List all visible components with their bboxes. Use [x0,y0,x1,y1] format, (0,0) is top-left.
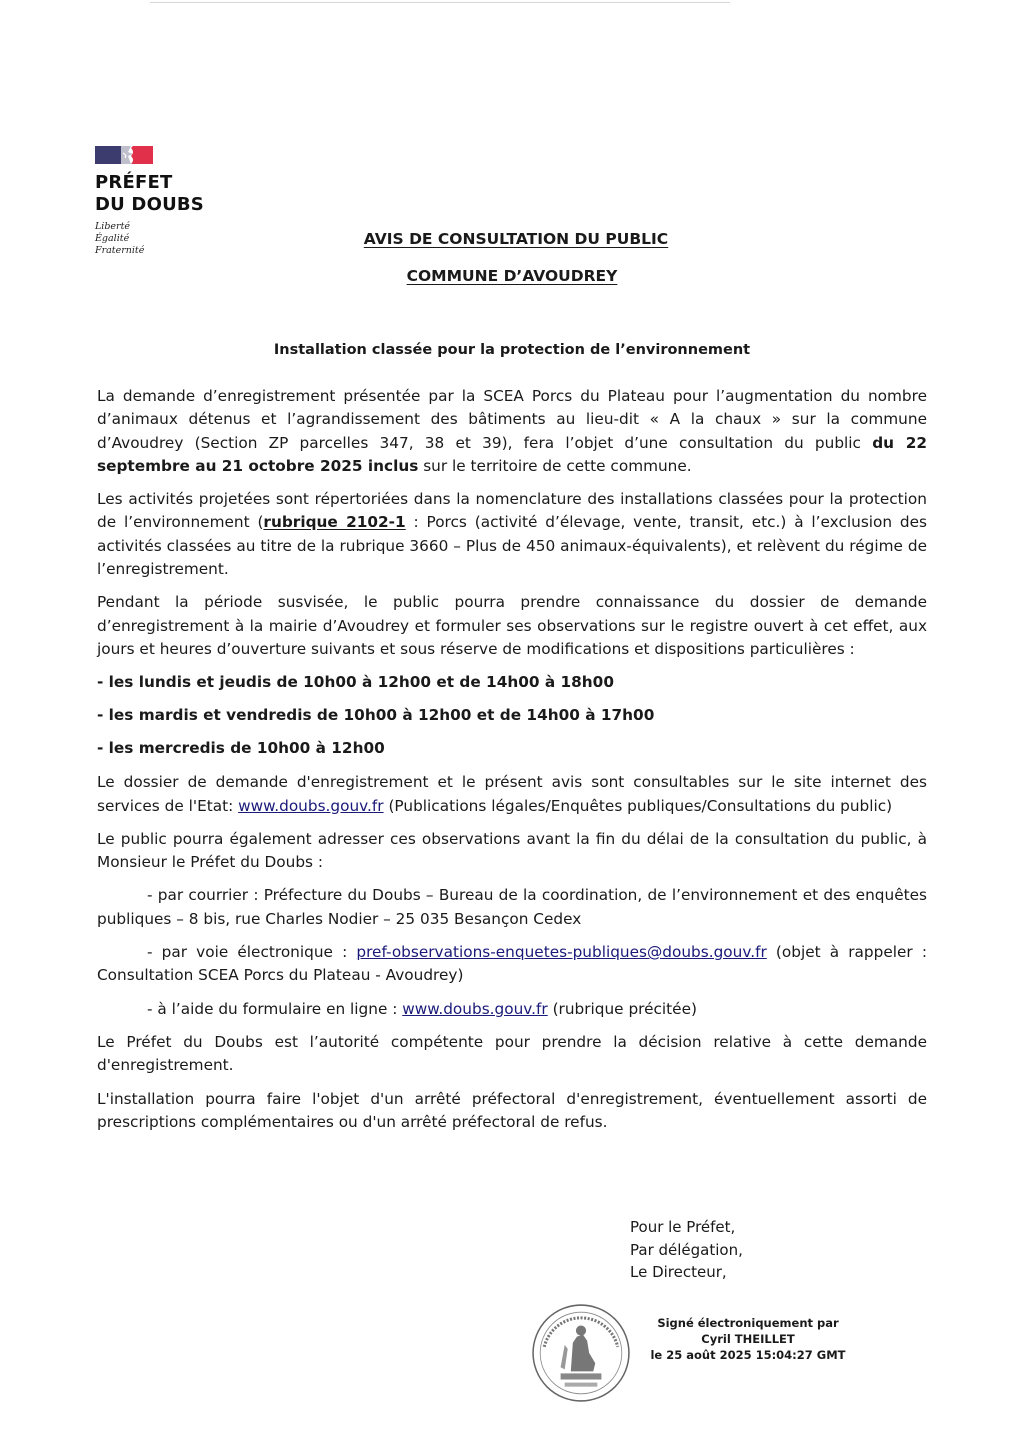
paragraph-activities [97,488,927,581]
schedule-item: - les mercredis de 10h00 à 12h00 [97,739,385,758]
signature-block [630,1216,743,1284]
logo-title-line1: PRÉFET [95,172,173,193]
online-form-link[interactable]: www.doubs.gouv.fr [402,999,548,1018]
official-seal-icon [530,1302,632,1404]
email-link[interactable]: pref-observations-enquetes-publiques@doubs.gouv.fr [356,943,767,962]
schedule-item: - les mardis et vendredis de 10h00 à 12h00 et de 14h00 à 17h00 [97,706,655,725]
paragraph-text: Le dossier de demande d'enregistrement et le présent avis sont consultables sur le site internet des services de l'Etat: [97,773,927,815]
logo-title-line2: DU DOUBS [95,194,204,215]
paragraph-authority: Le Préfet du Doubs est l’autorité compétente pour prendre la décision relative à cette demande d'enregistrement. [97,1032,927,1075]
paragraph-by-mail: - par courrier : Préfecture du Doubs – Bureau de la coordination, de l’environnement et des enquêtes publiques – 8 bis, rue Charles Nodier – 25 035 Besançon Cedex [97,886,927,928]
paragraph-text: - à l’aide du formulaire en ligne : [147,999,403,1018]
paragraph-request [97,385,927,478]
opening-hours [97,671,927,759]
notice-body [97,385,927,1134]
paragraph-text: (rubrique précitée) [547,999,697,1018]
electronic-signature [628,1315,868,1363]
consultation-dates: du 22 septembre au 21 octobre 2025 inclus [97,433,928,475]
paragraph-text: Les activités projetées sont répertoriées dans la nomenclature des installations classées pour la protection de l’environnement ( [97,490,927,532]
esign-line: le 25 août 2025 15:04:27 GMT [650,1348,846,1362]
signature-line: Par délégation, [630,1240,743,1259]
paragraph-online-file [97,771,927,818]
notice-title: AVIS DE CONSULTATION DU PUBLIC [363,230,669,248]
rubrique-reference: rubrique 2102-1 [263,513,406,532]
marianne-icon [95,144,155,166]
paragraph-text: sur le territoire de cette commune. [418,456,692,475]
doubs-website-link[interactable]: www.doubs.gouv.fr [238,796,384,815]
paragraph-online-form [97,998,927,1021]
commune-title: COMMUNE D’AVOUDREY [406,267,618,285]
motto-fraternite: Fraternité [95,245,145,256]
paragraph-text: (objet à rappeler : Consultation SCEA Porcs du Plateau - Avoudrey) [97,943,928,985]
esign-line: Cyril THEILLET [701,1332,795,1346]
paragraph-text: : Porcs (activité d’élevage, vente, transit, etc.) à l’exclusion des activités classées au titre de la rubrique 3660 – Plus de 450 animaux-équivalents), et relèvent du régime de l’enregistrement. [97,513,928,579]
motto-egalite: Égalité [95,233,130,244]
paragraph-observations: Le public pourra également adresser ces observations avant la fin du délai de la consultation du public, à Monsieur le Préfet du Doubs : [97,829,927,872]
paragraph-by-email [97,941,927,988]
signature-line: Pour le Préfet, [630,1218,736,1236]
scan-edge-line [150,2,730,3]
signature-line: Le Directeur, [630,1263,727,1281]
paragraph-text: (Publications légales/Enquêtes publiques/Consultations du public) [383,796,893,815]
motto-liberte: Liberté [95,221,131,232]
paragraph-text: - par voie électronique : [147,943,357,962]
paragraph-text: La demande d’enregistrement présentée par la SCEA Porcs du Plateau pour l’augmentation du nombre d’animaux détenus et l’agrandissement des bâtiments au lieu-dit « A la chaux » sur la commune d’Avoudrey (Section ZP parcelles 347, 38 et 39), fera l’objet d’une consultation du public [97,387,927,452]
schedule-item: - les lundis et jeudis de 10h00 à 12h00 et de 14h00 à 18h00 [97,673,614,692]
paragraph-period: Pendant la période susvisée, le public pourra prendre connaissance du dossier de demande d’enregistrement à la mairie d’Avoudrey et formuler ses observations sur le registre ouvert à cet effet, aux jours et heures d’ouverture suivants et sous réserve de modifications et dispositions particulières : [97,593,927,658]
subject-heading: Installation classée pour la protection de l’environnement [273,342,751,358]
esign-line: Signé électroniquement par [657,1316,839,1330]
paragraph-decision: L'installation pourra faire l'objet d'un arrêté préfectoral d'enregistrement, éventuellement assorti de prescriptions complémentaires ou d'un arrêté préfectoral de refus. [97,1089,927,1131]
